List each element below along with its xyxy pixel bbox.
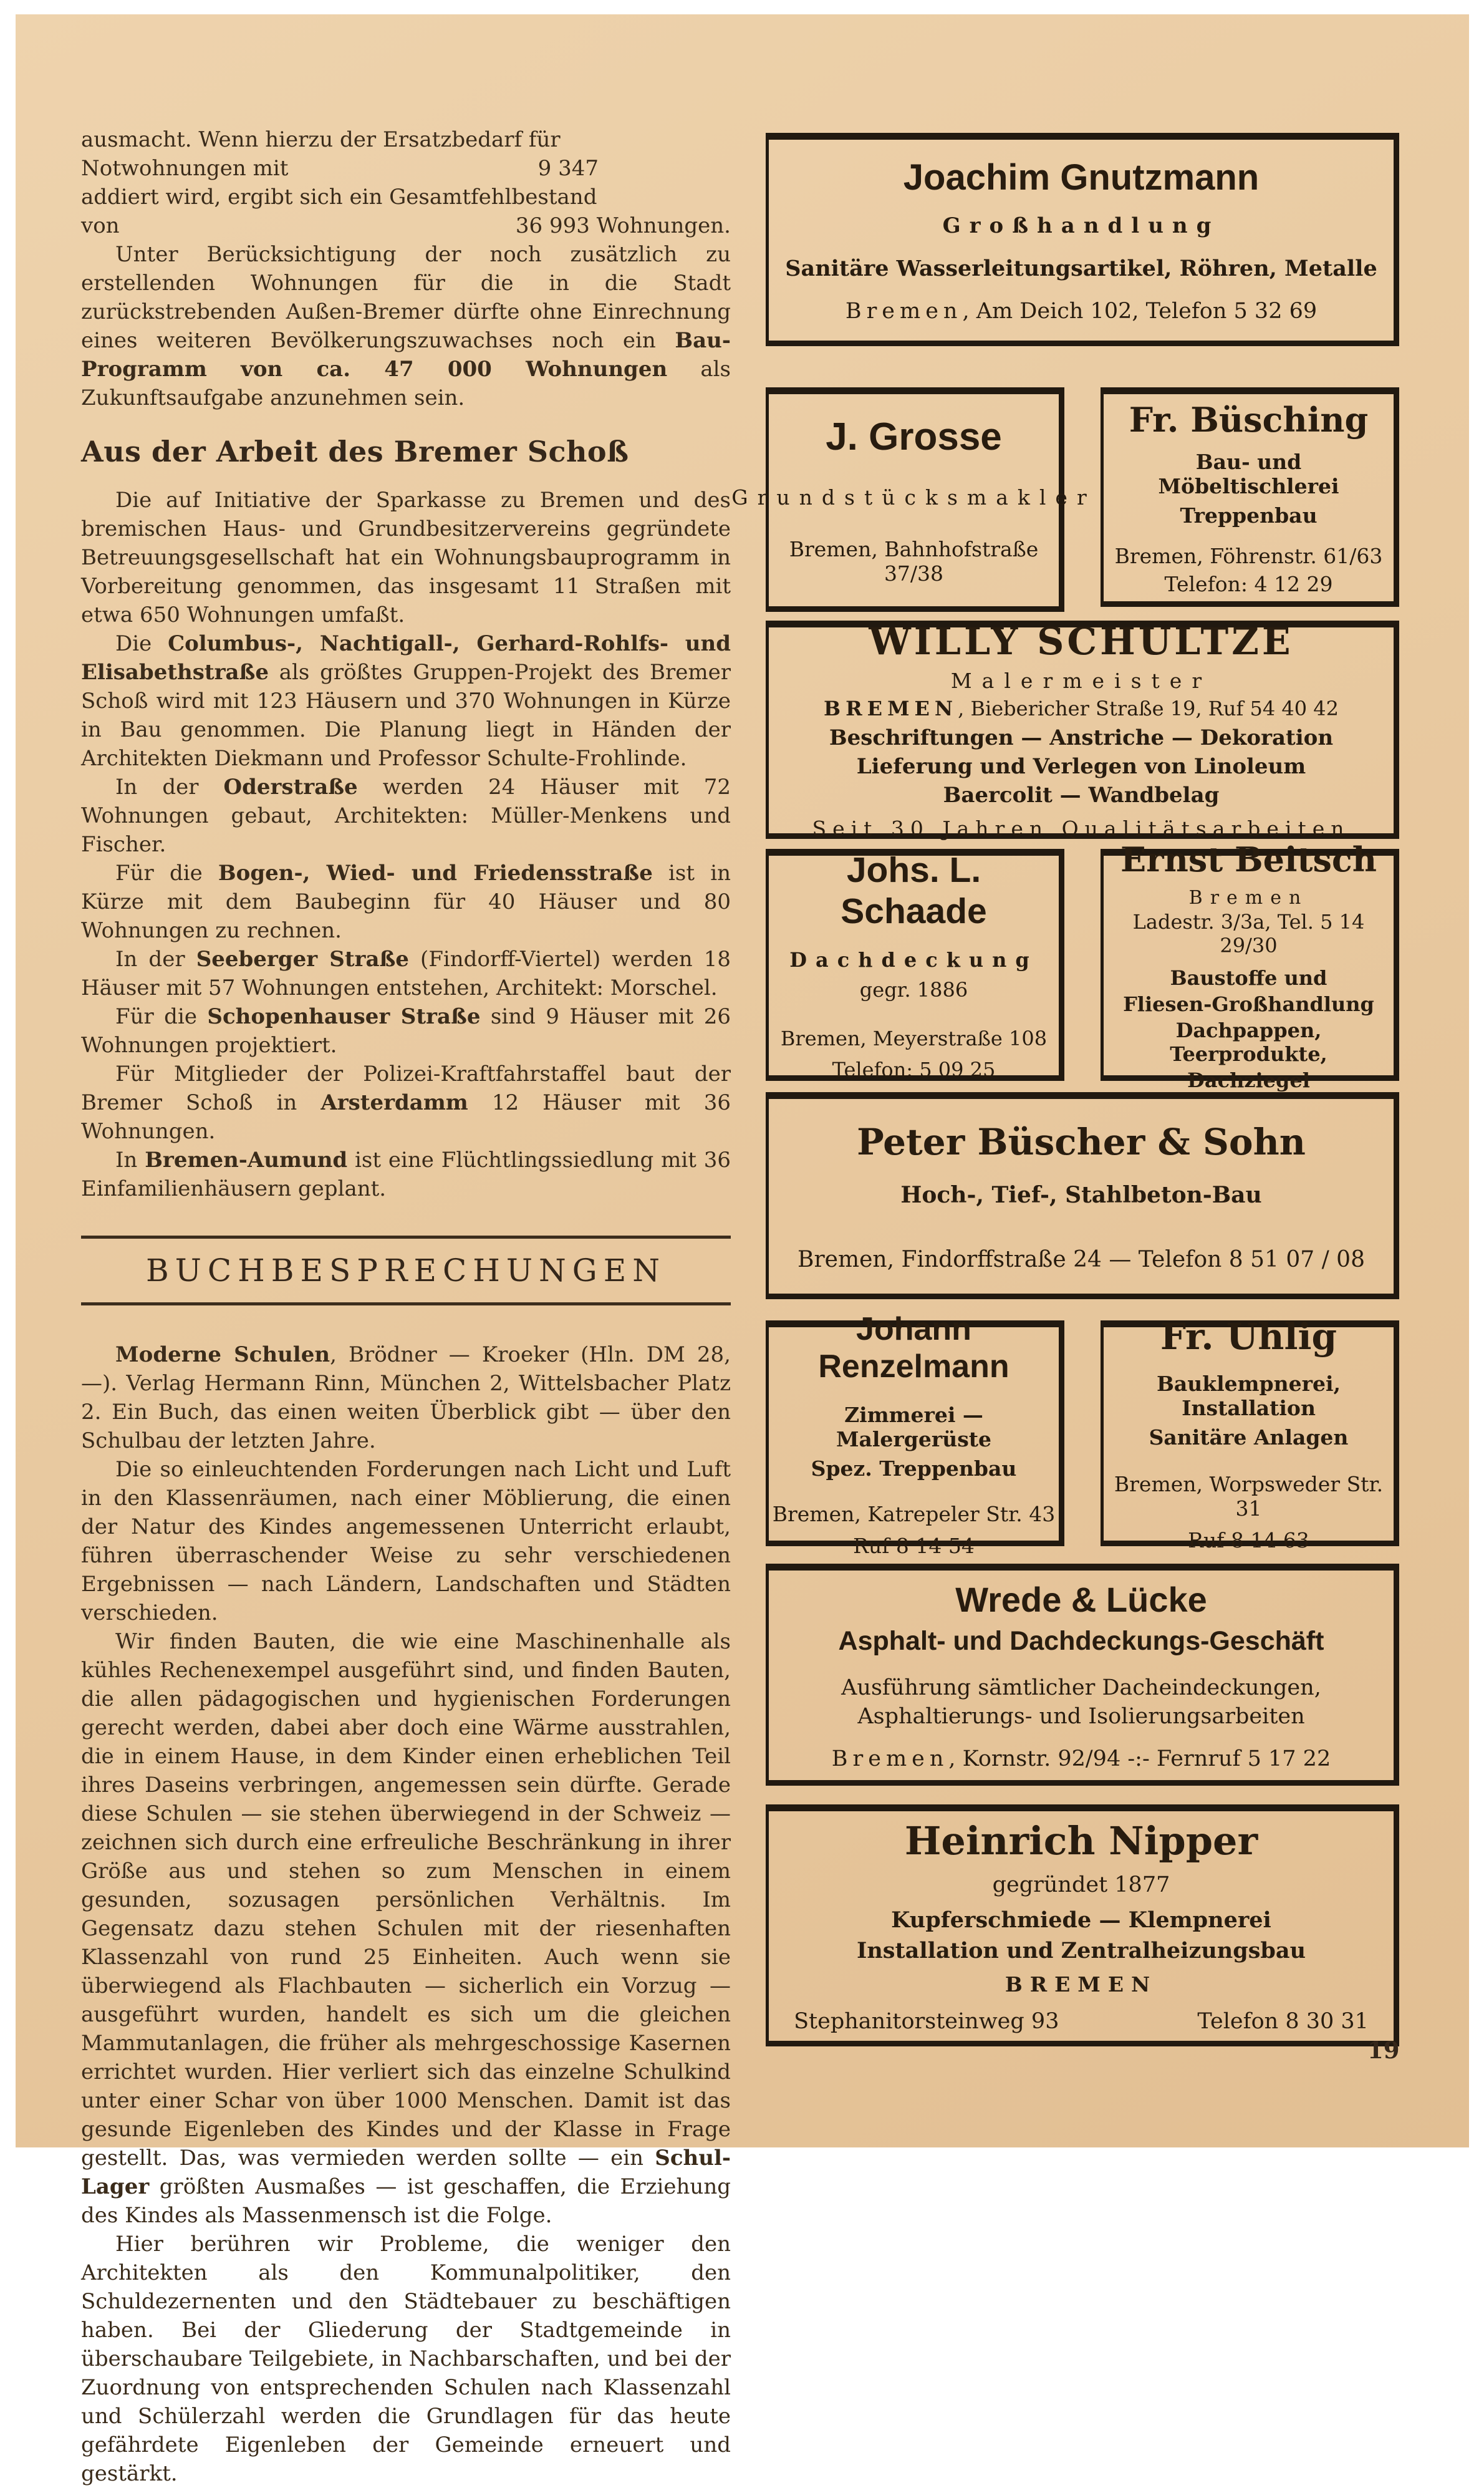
ad-row: [766, 839, 1399, 1092]
ad-johann-renzelmann: [766, 1310, 1064, 1558]
ad-company-name: Wrede & Lücke: [955, 1580, 1207, 1619]
ad-address: Bremen, Föhrenstr. 61/63: [1114, 543, 1383, 568]
ad-row: [766, 1310, 1399, 1558]
ad-address: Bremen, Findorffstraße 24 — Telefon 8 51 07 / 08: [797, 1246, 1365, 1272]
ad-address: [832, 1746, 1331, 1771]
ad-peter-buescher-sohn: [766, 1092, 1399, 1299]
ad-line: Dachpappen, Teerprodukte,: [1170, 1018, 1327, 1066]
ad-line: Lieferung und Verlegen von Linoleum: [856, 754, 1306, 779]
total-value: 36 993 Wohnungen.: [515, 213, 731, 238]
intro-paragraph: [81, 125, 731, 240]
paragraph: Für die Bogen-, Wied- und Friedensstraße ist in Kürze mit dem Baubeginn für 40 Häuser und 80 Wohnungen zu rechnen.: [81, 861, 731, 943]
ad-address: [824, 697, 1339, 720]
ad-fr-buesching: [1101, 387, 1399, 607]
ad-phone: Telefon: 5 09 25: [832, 1058, 996, 1082]
ad-joachim-gnutzmann: [766, 133, 1399, 346]
book-reviews-heading-block: [81, 1236, 731, 1305]
ad-address: Bremen, Worpsweder Str. 31: [1114, 1472, 1384, 1521]
ad-address-rest: , Biebericher Straße 19, Ruf 54 40 42: [958, 697, 1339, 720]
ad-city: Bremen: [1188, 886, 1309, 909]
ad-johs-l-schaade: [766, 849, 1064, 1081]
ad-company-name: Peter Büscher & Sohn: [857, 1120, 1306, 1163]
ad-line: Installation und Zentralheizungsbau: [856, 1938, 1306, 1963]
ad-address: Bremen, Katrepeler Str. 43: [772, 1501, 1056, 1526]
ad-line: Baustoffe und: [1170, 966, 1327, 990]
intro-line-total: [81, 211, 731, 240]
ad-line: Bau- und Möbeltischlerei: [1158, 449, 1339, 498]
ad-address: Bremen, Bahnhofstraße 37/38: [789, 537, 1039, 586]
article-column: [81, 125, 731, 2488]
ad-line: Baercolit — Wandbelag: [943, 783, 1220, 808]
ad-address: Bremen, Meyerstraße 108: [780, 1027, 1048, 1050]
ad-line: Spez. Treppenbau: [811, 1456, 1017, 1481]
ad-city: BREMEN: [824, 697, 958, 720]
ad-j-grosse: [731, 387, 1096, 612]
section-heading-buchbesprechungen: BUCHBESPRECHUNGEN: [146, 1252, 666, 1289]
paragraph: Für die Schopenhauser Straße sind 9 Häuser mit 26 Wohnungen projektiert.: [81, 1004, 731, 1058]
ads-column: [731, 133, 1399, 2046]
paragraph: Die auf Initiative der Sparkasse zu Bremen und des bremischen Haus- und Grundbesitzervereins gegründete Betreuungsgesellschaft hat ein Wohnungsbauprogramm in Vorbereitung genommen, das insgesamt 11 Straßen mit etwa 650 Wohnungen umfaßt.: [81, 488, 731, 627]
ad-company-name: WILLY SCHULTZE: [869, 620, 1294, 664]
paragraph: Wir finden Bauten, die wie eine Maschinenhalle als kühles Rechenexempel ausgeführt sind, und finden Bauten, die allen pädagogischen und hygienischen Forderungen gerecht werden, dabei aber doch eine Wärme ausstrahlen, die in einem Hause, in dem Kinder einen erheblichen Teil ihres Daseins verbringen, angemessen sein dürfte. Gerade diese Schulen — sie stehen überwiegend in der Schweiz — zeichnen sich durch eine erfreuliche Beschränkung in ihrer Größe aus und stehen so zum Menschen in einem gesunden, sozusagen persönlichen Verhältnis. Im Gegensatz dazu stehen Schulen mit der riesenhaften Klassenzahl von rund 25 Einheiten. Auch wenn sie überwiegend als Flachbauten — sicherlich ein Vorzug — ausgeführt wurden, handelt es sich um die gleichen Mammutanlagen, die früher als mehrgeschossige Kasernen errichtet wurden. Hier verliert sich das einzelne Schulkind unter einer Schar von über 1000 Menschen. Damit ist das gesunde Eigenleben des Kindes und der Klasse in Frage gestellt. Das, was vermieden werden sollte — ein Schul-Lager größten Ausmaßes — ist geschaffen, die Erziehung des Kindes als Massenmensch ist die Folge.: [81, 1629, 731, 2228]
intro-label: von: [81, 213, 120, 238]
ad-street: Stephanitorsteinweg 93: [794, 2009, 1059, 2034]
ad-line: Treppenbau: [1180, 503, 1318, 528]
amount-value: 9 347: [537, 156, 599, 181]
paragraph: Die Columbus-, Nachtigall-, Gerhard-Rohlfs- und Elisabethstraße als größtes Gruppen-Projekt des Bremer Schoß wird mit 123 Häusern und 370 Wohnungen in Kürze in Bau genommen. Die Planung liegt in Händen der Architekten Diekmann und Professor Schulte-Frohlinde.: [81, 631, 731, 771]
ad-line: Kupferschmiede — Klempnerei: [891, 1907, 1271, 1933]
ad-phone: Ruf 8 14 54: [853, 1533, 975, 1558]
paragraph: Hier berühren wir Probleme, die weniger den Architekten als den Kommunalpolitiker, den Schuldezernenten und den Städtebauer zu beschäftigen haben. Bei der Gliederung der Stadtgemeinde in überschaubare Teilgebiete, in Nachbarschaften, und bei der Zuordnung von entsprechenden Schulen nach Klassenzahl und Schülerzahl werden die Grundlagen für das heute gefährdete Eigenleben der Gemeinde erneuert und gestärkt.: [81, 2232, 731, 2486]
ad-line: Großhandlung: [942, 213, 1220, 238]
ad-line: gegründet 1877: [992, 1872, 1170, 1897]
paragraph: Für Mitglieder der Polizei-Kraftfahrstaffel baut der Bremer Schoß in Arsterdamm 12 Häuser mit 36 Wohnungen.: [81, 1062, 731, 1144]
page-number: 19: [1367, 2036, 1400, 2064]
paragraph: In Bremen-Aumund ist eine Flüchtlingssiedlung mit 36 Einfamilienhäusern geplant.: [81, 1148, 731, 1201]
ad-ernst-beitsch: [1101, 839, 1399, 1092]
ad-address-rest: , Kornstr. 92/94 -:- Fernruf 5 17 22: [948, 1746, 1331, 1771]
ad-line: Dachziegel: [1187, 1068, 1310, 1092]
ad-fr-uhlig: [1101, 1315, 1399, 1552]
ad-company-name: Johann Renzelmann: [818, 1310, 1009, 1385]
ad-address-row: [794, 2009, 1369, 2034]
paragraph: In der Seeberger Straße (Findorff-Viertel) werden 18 Häuser mit 57 Wohnungen entstehen, Architekt: Morschel.: [81, 947, 731, 1000]
ad-wrede-luecke: [766, 1564, 1399, 1786]
paragraph: Die so einleuchtenden Forderungen nach Licht und Luft in den Klassenräumen, nach einer Möblierung, die einen der Natur des Kindes angemessenen Unterricht erlaubt, führen überraschender Weise zu sehr verschiedenen Ergebnissen — nach Ländern, Landschaften und Städten verschieden.: [81, 1457, 731, 1625]
paragraph: In der Oderstraße werden 24 Häuser mit 72 Wohnungen gebaut, Architekten: Müller-Menkens und Fischer.: [81, 775, 731, 857]
ad-company-name: Ernst Beitsch: [1120, 839, 1377, 879]
ad-phone: Telefon 8 30 31: [1197, 2009, 1369, 2034]
ad-line: Fliesen-Großhandlung: [1123, 992, 1374, 1016]
ad-subtitle: Asphalt- und Dachdeckungs-Geschäft: [838, 1626, 1324, 1656]
ad-line: Bauklempnerei, Installation: [1156, 1372, 1341, 1420]
ad-row: [731, 387, 1399, 612]
ad-city: BREMEN: [1005, 1972, 1158, 1997]
ad-willy-schultze: [766, 621, 1399, 839]
ad-company-name: Fr. Uhlig: [1160, 1315, 1337, 1358]
ad-heinrich-nipper: [766, 1804, 1399, 2046]
ad-phone: Ruf 8 14 63: [1188, 1528, 1309, 1552]
magazine-page: [16, 14, 1469, 2486]
ad-company-name: Fr. Büsching: [1129, 399, 1369, 440]
ad-line: Malermeister: [950, 669, 1212, 693]
ad-line: Beschriftungen — Anstriche — Dekoration: [829, 725, 1334, 750]
ad-line: Sanitäre Anlagen: [1149, 1425, 1349, 1450]
ad-company-name: J. Grosse: [826, 415, 1002, 458]
ad-slogan: Seit 30 Jahren Qualitätsarbeiten: [812, 816, 1351, 841]
ad-line: Ausführung sämtlicher Dacheindeckungen,: [841, 1675, 1321, 1700]
ad-line: Sanitäre Wasserleitungsartikel, Röhren, Metalle: [785, 256, 1377, 281]
intro-line-amount: [81, 154, 731, 183]
intro-line: ausmacht. Wenn hierzu der Ersatzbedarf für: [81, 127, 561, 152]
ad-city: Bremen: [845, 299, 963, 324]
ad-line: Dachdeckung: [789, 948, 1038, 972]
ad-company-name: Heinrich Nipper: [904, 1818, 1258, 1864]
ad-phone: Telefon: 4 12 29: [1164, 571, 1333, 596]
paragraph: Moderne Schulen, Brödner — Kroeker (Hln. DM 28,—). Verlag Hermann Rinn, München 2, Wittelsbacher Platz 2. Ein Buch, das einen weiten Überblick gibt — über den Schulbau der letzten Jahre.: [81, 1342, 731, 1453]
paragraph: Unter Berücksichtigung der noch zusätzlich zu erstellenden Wohnungen für die in die Stadt zurückstrebenden Außen-Bremer dürfte ohne Einrechnung eines weiteren Bevölkerungszuwachses noch ein Bau-Programm von ca. 47 000 Wohnungen als Zukunftsaufgabe anzunehmen sein.: [81, 242, 731, 410]
ad-company-name: Johs. L. Schaade: [841, 850, 987, 931]
ad-company-name: Joachim Gnutzmann: [903, 157, 1260, 198]
ad-line: Zimmerei — Malergerüste: [836, 1402, 992, 1451]
ad-address: [846, 299, 1317, 324]
ad-address: Ladestr. 3/3a, Tel. 5 14 29/30: [1132, 909, 1365, 957]
ad-line: Grundstücksmakler: [731, 485, 1096, 510]
ad-line: gegr. 1886: [859, 978, 968, 1002]
ad-line: Hoch-, Tief-, Stahlbeton-Bau: [900, 1181, 1262, 1208]
intro-label: Notwohnungen mit: [81, 156, 289, 181]
intro-line: addiert wird, ergibt sich ein Gesamtfehlbestand: [81, 185, 597, 210]
ad-address-rest: , Am Deich 102, Telefon 5 32 69: [962, 299, 1318, 324]
ad-city: Bremen: [831, 1746, 949, 1771]
ad-line: Asphaltierungs- und Isolierungsarbeiten: [857, 1704, 1305, 1729]
section-heading-bremer-schoss: Aus der Arbeit des Bremer Schoß: [81, 435, 629, 468]
